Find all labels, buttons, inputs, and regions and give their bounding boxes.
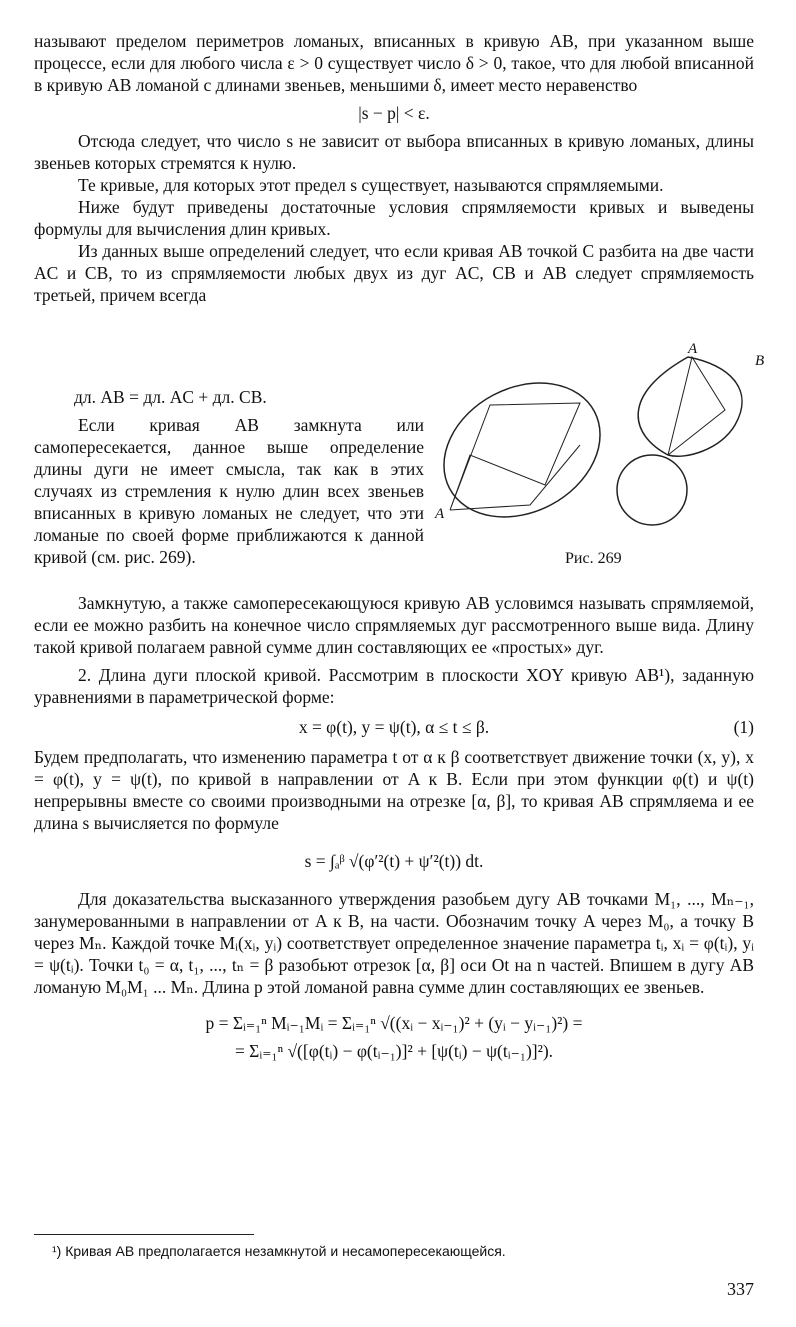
footnote: ¹) Кривая AB предполагается незамкнутой и несамопересекающейся. <box>52 1243 506 1259</box>
figure-caption: Рис. 269 <box>565 550 622 567</box>
paragraph-5: Из данных выше определений следует, что если кривая AB точкой C разбита на две части AC и CB, то из спрямляемости любых двух из дуг AC, CB и AB следует спрямляемость третьей, причем всегда <box>34 241 754 305</box>
paragraph-1: называют пределом периметров ломаных, вписанных в кривую AB, при указанном выше процессе, если для любого числа ε > 0 существует число δ > 0, такое, что для любой вписанной в кривую AB ломаной с длинами звеньев, меньшими δ, имеет место неравенство <box>34 31 754 95</box>
self-intersecting-curve <box>638 357 742 456</box>
inequality: |s − p| < ε. <box>358 103 430 123</box>
label-a-right: A <box>688 341 698 357</box>
length-equation: дл. AB = дл. AC + дл. CB. <box>74 387 267 407</box>
inscribed-polyline-right <box>668 357 725 455</box>
equation-1-number: (1) <box>733 717 754 737</box>
page-number: 337 <box>727 1279 754 1299</box>
paragraph-3: Те кривые, для которых этот предел s существует, называются спрямляемыми. <box>78 175 664 195</box>
paragraph-7: Замкнутую, а также самопересекающуюся кривую AB условимся называть спрямляемой, если ее можно разбить на конечное число спрямляемых дуг рассмотренного выше вида. Длину такой кривой полагаем равной сумме длин составляющих ее «простых» дуг. <box>34 593 754 657</box>
paragraph-10: Для доказательства высказанного утверждения разобьем дугу AB точками M₁, ..., Mₙ₋₁, занумерованными в направлении от A к B, на части. Обозначим точку A через M₀, а точку B через Mₙ. Каждой точке Mᵢ(xᵢ, yᵢ) соответствует определенное значение параметра tᵢ, xᵢ = φ(tᵢ), yᵢ = ψ(tᵢ). Точки t₀ = α, t₁, ..., tₙ = β разобьют отрезок [α, β] оси Ot на n частей. Впишем в дугу AB ломаную M₀M₁ ... Mₙ. Длина p этой ломаной равна сумме длин составляющих ее звеньев. <box>34 889 754 997</box>
polyline-length-eq-1: p = Σᵢ₌₁ⁿ Mᵢ₋₁Mᵢ = Σᵢ₌₁ⁿ √((xᵢ − xᵢ₋₁)² + (yᵢ − yᵢ₋₁)²) = <box>205 1013 583 1033</box>
label-b-right: B <box>755 353 765 369</box>
loop-circle <box>617 455 687 525</box>
footnote-rule <box>34 1234 254 1235</box>
closed-curve-ellipse <box>430 357 624 543</box>
paragraph-4: Ниже будут приведены достаточные условия спрямляемости кривых и выведены формулы для вычисления длин кривых. <box>34 197 754 239</box>
label-a-left: A <box>435 506 445 522</box>
paragraph-2: Отсюда следует, что число s не зависит от выбора вписанных в кривую ломаных, длины звеньев которых стремятся к нулю. <box>34 131 754 173</box>
equation-1: x = φ(t), y = ψ(t), α ≤ t ≤ β. <box>298 717 490 737</box>
paragraph-9: Будем предполагать, что изменению параметра t от α к β соответствует движение точки (x, y), x = φ(t), y = ψ(t), по кривой в направлении от A к B. Если при этом функции φ(t) и ψ(t) непрерывны вместе со своими производными на отрезке [α, β], то кривая AB спрямляема и ее длина s вычисляется по формуле <box>34 747 754 833</box>
paragraph-6: Если кривая AB замкнута или самопересекается, данное выше определение длины дуги не имеет смысла, так как в этих случаях из стремления к нулю длин всех звеньев вписанных в кривую ломаных не следует, что эти ломаные по своей форме приближаются к данной кривой (см. рис. 269). <box>34 415 424 567</box>
text-column-lower <box>34 592 754 1068</box>
equation-1-row <box>34 716 754 738</box>
polyline-length-eq-2: = Σᵢ₌₁ⁿ √([φ(tᵢ) − φ(tᵢ₋₁)]² + [ψ(tᵢ) − ψ(tᵢ₋₁)]²). <box>234 1041 554 1061</box>
text-column <box>34 30 754 306</box>
inscribed-polyline-left <box>450 403 580 510</box>
wrapped-column <box>34 380 424 568</box>
paragraph-8: 2. Длина дуги плоской кривой. Рассмотрим в плоскости XOY кривую AB¹), заданную уравнениями в параметрической форме: <box>34 665 754 707</box>
arc-length-formula: s = ∫ₐᵝ √(φ′²(t) + ψ′²(t)) dt. <box>304 851 484 871</box>
